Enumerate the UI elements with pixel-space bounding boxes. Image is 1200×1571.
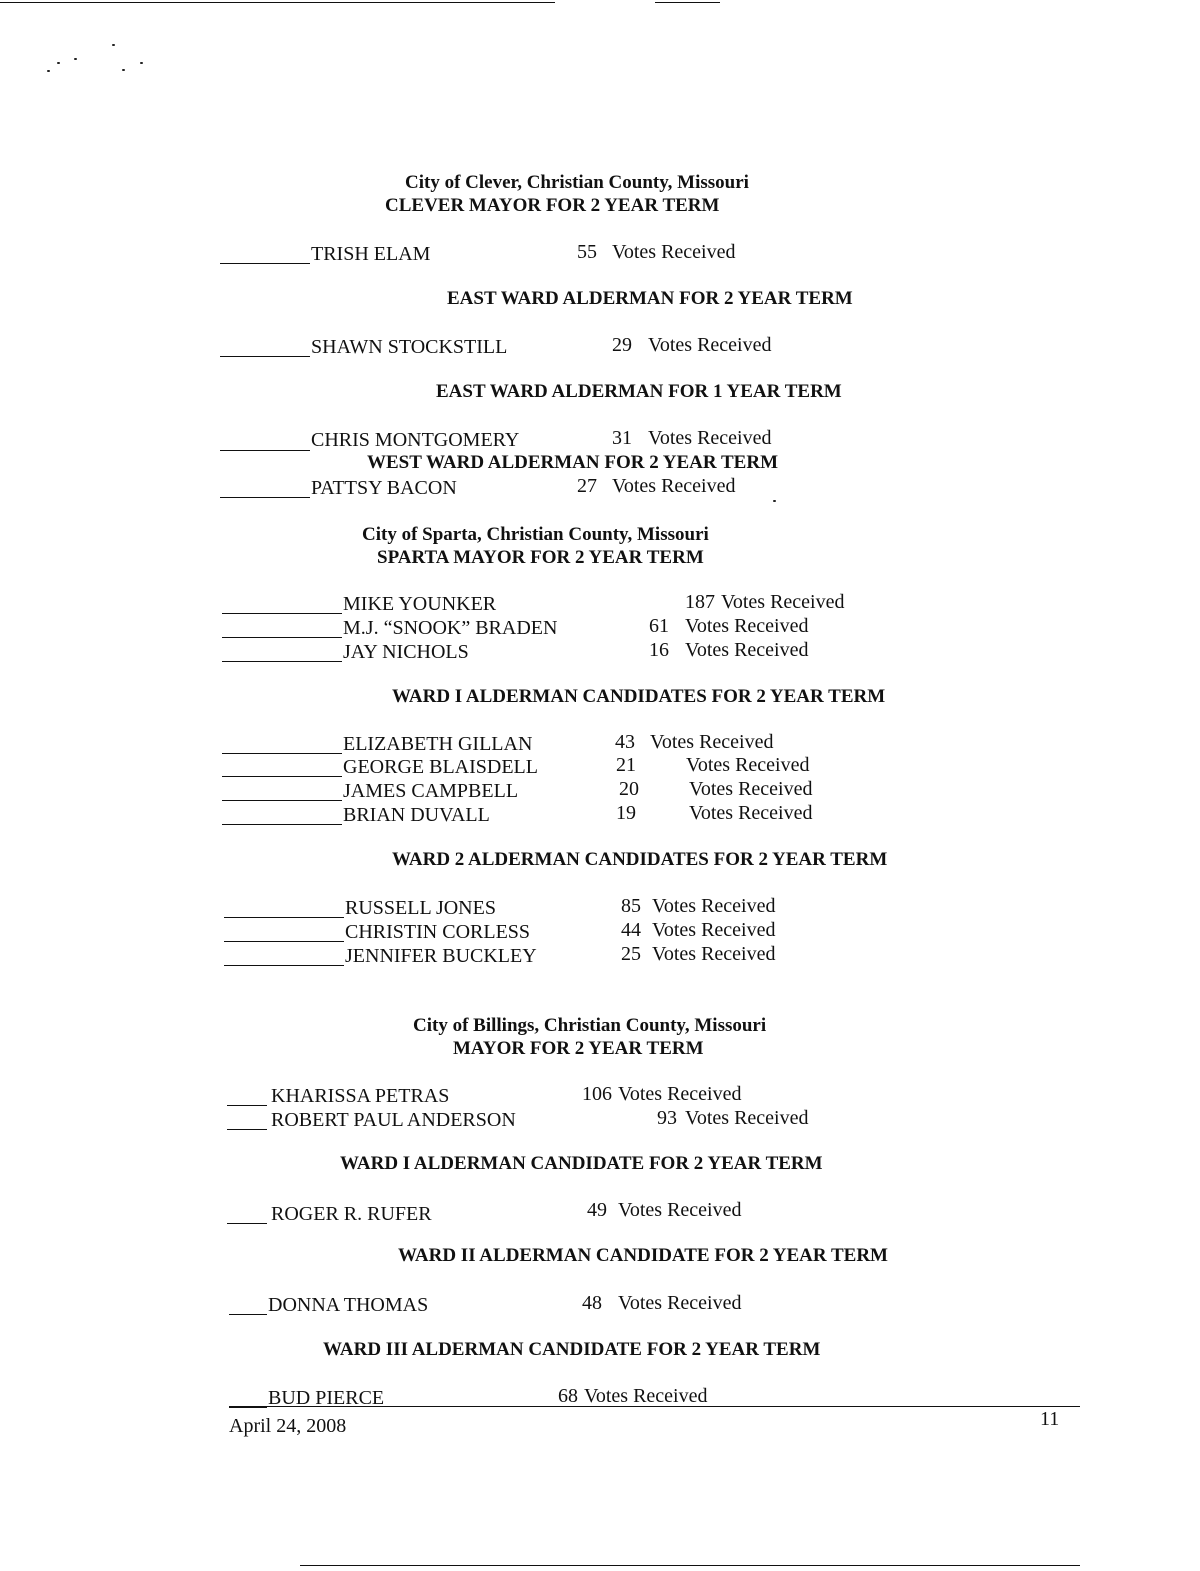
- mark-line: [224, 965, 344, 966]
- candidate-name: BUD PIERCE: [268, 1387, 385, 1409]
- vote-count: 106: [582, 1083, 612, 1105]
- votes-label: Votes Received: [650, 731, 774, 753]
- mark-line: [227, 1129, 267, 1130]
- votes-label: Votes Received: [618, 1083, 742, 1105]
- footer-date: April 24, 2008: [229, 1415, 347, 1437]
- vote-count: 20: [619, 778, 639, 800]
- votes-label: Votes Received: [584, 1385, 708, 1407]
- clever-east-1yr-heading: EAST WARD ALDERMAN FOR 1 YEAR TERM: [436, 381, 842, 402]
- mark-line: [227, 1223, 267, 1224]
- vote-count: 16: [649, 639, 669, 661]
- candidate-name: PATTSY BACON: [311, 477, 457, 499]
- mark-line: [222, 800, 342, 801]
- votes-label: Votes Received: [685, 615, 809, 637]
- vote-count: 48: [582, 1292, 602, 1314]
- candidate-name: JAMES CAMPBELL: [343, 780, 519, 802]
- votes-label: Votes Received: [648, 427, 772, 449]
- vote-count: 21: [616, 754, 636, 776]
- mark-line: [222, 776, 342, 777]
- scan-speck: [122, 69, 125, 71]
- votes-label: Votes Received: [652, 919, 776, 941]
- votes-label: Votes Received: [689, 802, 813, 824]
- vote-count: 68: [558, 1385, 578, 1407]
- candidate-name: M.J. “SNOOK” BRADEN: [343, 617, 558, 639]
- candidate-name: ROGER R. RUFER: [271, 1203, 432, 1225]
- mark-line: [224, 917, 344, 918]
- candidate-name: TRISH ELAM: [311, 243, 431, 265]
- votes-label: Votes Received: [685, 1107, 809, 1129]
- billings-ward1-heading: WARD I ALDERMAN CANDIDATE FOR 2 YEAR TERM: [340, 1153, 823, 1174]
- vote-count: 29: [612, 334, 632, 356]
- bottom-edge-line: [300, 1565, 1080, 1566]
- candidate-name: ELIZABETH GILLAN: [343, 733, 533, 755]
- mark-line: [227, 1105, 267, 1106]
- votes-label: Votes Received: [612, 475, 736, 497]
- vote-count: 19: [616, 802, 636, 824]
- votes-label: Votes Received: [652, 943, 776, 965]
- billings-ward2-heading: WARD II ALDERMAN CANDIDATE FOR 2 YEAR TERM: [398, 1245, 888, 1266]
- candidate-name: ROBERT PAUL ANDERSON: [271, 1109, 516, 1131]
- candidate-name: SHAWN STOCKSTILL: [311, 336, 508, 358]
- candidate-name: GEORGE BLAISDELL: [343, 756, 538, 778]
- mark-line: [222, 753, 342, 754]
- page-number: 11: [1040, 1408, 1060, 1430]
- mark-line: [220, 450, 310, 451]
- mark-line: [222, 613, 342, 614]
- mark-line: [222, 824, 342, 825]
- votes-label: Votes Received: [612, 241, 736, 263]
- vote-count: 85: [621, 895, 641, 917]
- candidate-name: JENNIFER BUCKLEY: [345, 945, 537, 967]
- sparta-ward2-heading: WARD 2 ALDERMAN CANDIDATES FOR 2 YEAR TERM: [392, 849, 888, 870]
- clever-east-2yr-heading: EAST WARD ALDERMAN FOR 2 YEAR TERM: [447, 288, 853, 309]
- votes-label: Votes Received: [648, 334, 772, 356]
- vote-count: 31: [612, 427, 632, 449]
- vote-count: 55: [577, 241, 597, 263]
- vote-count: 27: [577, 475, 597, 497]
- mark-line: [229, 1407, 267, 1408]
- candidate-name: CHRISTIN CORLESS: [345, 921, 531, 943]
- scan-speck: [74, 58, 77, 60]
- footer-rule: [229, 1406, 1080, 1407]
- clever-west-2yr-heading: WEST WARD ALDERMAN FOR 2 YEAR TERM: [367, 452, 779, 473]
- votes-label: Votes Received: [652, 895, 776, 917]
- vote-count: 25: [621, 943, 641, 965]
- mark-line: [220, 263, 310, 264]
- vote-count: 43: [615, 731, 635, 753]
- billings-city-title: City of Billings, Christian County, Missouri: [413, 1015, 767, 1036]
- mark-line: [220, 497, 310, 498]
- votes-label: Votes Received: [686, 754, 810, 776]
- mark-line: [229, 1314, 267, 1315]
- scan-speck: [57, 62, 60, 64]
- sparta-city-title: City of Sparta, Christian County, Missouri: [362, 524, 709, 545]
- candidate-name: KHARISSA PETRAS: [271, 1085, 450, 1107]
- clever-city-title: City of Clever, Christian County, Missouri: [405, 172, 749, 193]
- vote-count: 61: [649, 615, 669, 637]
- candidate-name: DONNA THOMAS: [268, 1294, 429, 1316]
- votes-label: Votes Received: [689, 778, 813, 800]
- vote-count: 49: [587, 1199, 607, 1221]
- billings-ward3-heading: WARD III ALDERMAN CANDIDATE FOR 2 YEAR TERM: [323, 1339, 821, 1360]
- top-edge-line: [0, 2, 555, 3]
- top-edge-line: [655, 2, 720, 3]
- candidate-name: BRIAN DUVALL: [343, 804, 490, 826]
- vote-count: 187: [685, 591, 715, 613]
- scan-speck: [112, 44, 115, 46]
- candidate-name: JAY NICHOLS: [343, 641, 469, 663]
- vote-count: 93: [657, 1107, 677, 1129]
- votes-label: Votes Received: [618, 1199, 742, 1221]
- votes-label: Votes Received: [618, 1292, 742, 1314]
- mark-line: [222, 637, 342, 638]
- mark-line: [224, 941, 344, 942]
- mark-line: [220, 356, 310, 357]
- votes-label: Votes Received: [685, 639, 809, 661]
- scan-speck: [47, 70, 50, 72]
- candidate-name: CHRIS MONTGOMERY: [311, 429, 520, 451]
- votes-label: Votes Received: [721, 591, 845, 613]
- scan-speck: [773, 500, 776, 502]
- billings-mayor-heading: MAYOR FOR 2 YEAR TERM: [453, 1038, 704, 1059]
- candidate-name: MIKE YOUNKER: [343, 593, 497, 615]
- scan-speck: [140, 62, 143, 64]
- vote-count: 44: [621, 919, 641, 941]
- candidate-name: RUSSELL JONES: [345, 897, 496, 919]
- mark-line: [222, 661, 342, 662]
- clever-mayor-heading: CLEVER MAYOR FOR 2 YEAR TERM: [385, 195, 720, 216]
- sparta-mayor-heading: SPARTA MAYOR FOR 2 YEAR TERM: [377, 547, 704, 568]
- sparta-ward1-heading: WARD I ALDERMAN CANDIDATES FOR 2 YEAR TERM: [392, 686, 886, 707]
